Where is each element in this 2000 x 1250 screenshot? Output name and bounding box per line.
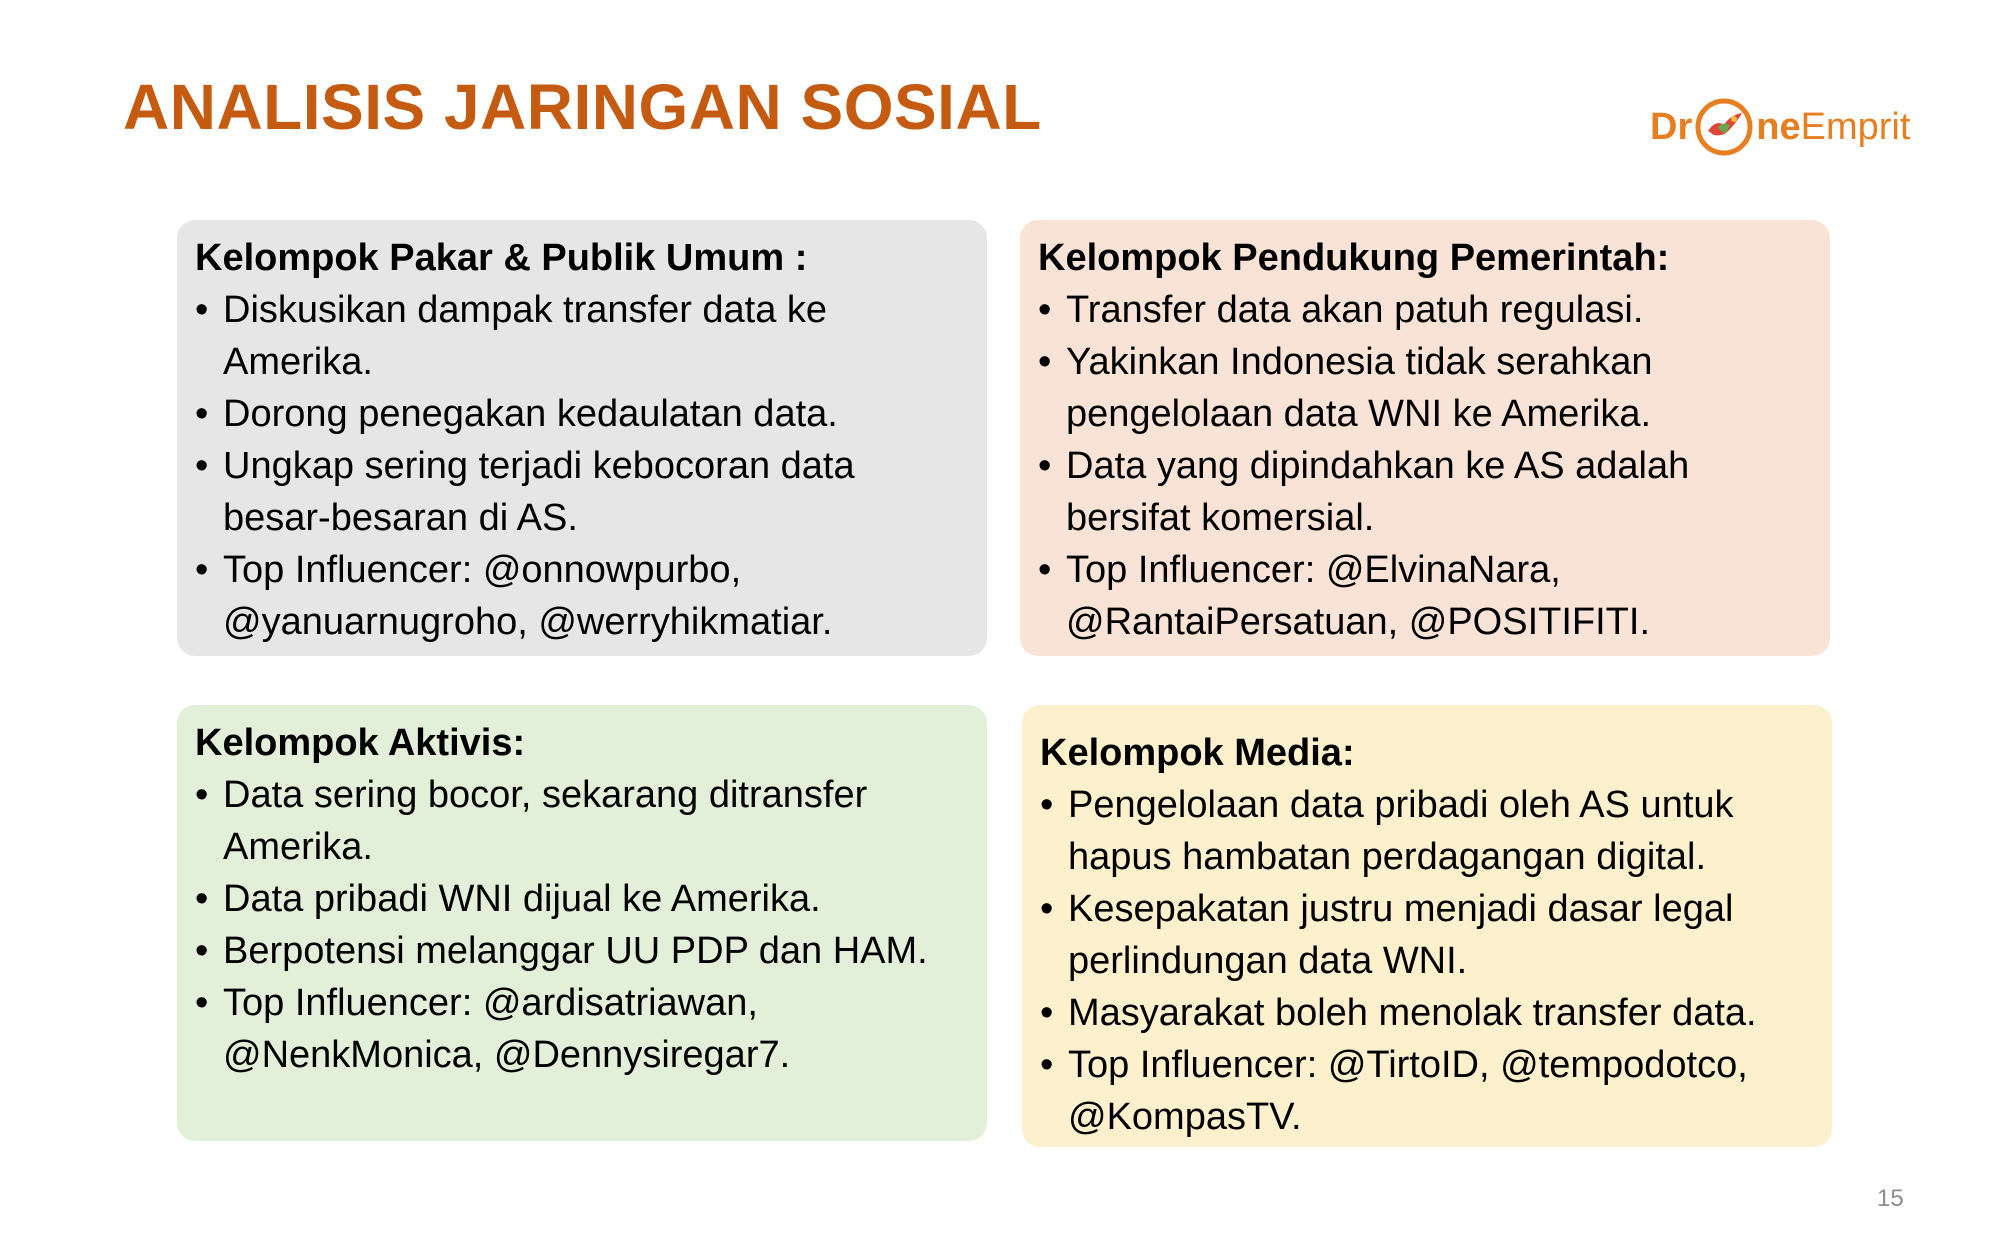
list-item-text: Data sering bocor, sekarang ditransfer Amerika. <box>223 774 868 868</box>
list-item <box>1040 883 1814 987</box>
bullet-icon: • <box>195 930 209 972</box>
list-item <box>1038 284 1812 336</box>
drone-emprit-logo <box>1650 92 1910 162</box>
list-item <box>195 977 969 1081</box>
card-heading: Kelompok Media: <box>1040 732 1355 774</box>
list-item-text: Pengelolaan data pribadi oleh AS untuk hapus hambatan perdagangan digital. <box>1068 784 1734 878</box>
bullet-icon: • <box>195 774 209 816</box>
list-item <box>1040 779 1814 883</box>
page-number: 15 <box>1877 1185 1904 1212</box>
card-pakar-publik <box>177 220 987 656</box>
list-item <box>1038 440 1812 544</box>
list-item <box>195 925 969 977</box>
list-item-text: Masyarakat boleh menolak transfer data. <box>1068 992 1757 1034</box>
bullet-icon: • <box>1038 289 1052 331</box>
bullet-icon: • <box>1040 992 1054 1034</box>
bullet-icon: • <box>195 549 209 591</box>
list-item <box>1040 987 1814 1039</box>
bullet-list <box>1040 779 1814 1143</box>
card-pendukung-pemerintah <box>1020 220 1830 656</box>
bullet-icon: • <box>1038 341 1052 383</box>
bullet-icon: • <box>1040 888 1054 930</box>
list-item <box>195 284 969 388</box>
list-item <box>1038 336 1812 440</box>
bullet-icon: • <box>195 982 209 1024</box>
bullet-icon: • <box>195 445 209 487</box>
list-item <box>195 440 969 544</box>
list-item <box>195 388 969 440</box>
list-item-text: Transfer data akan patuh regulasi. <box>1066 289 1644 331</box>
logo-text-part2: ne <box>1756 105 1801 148</box>
bullet-list <box>1038 284 1812 648</box>
list-item-text: Data pribadi WNI dijual ke Amerika. <box>223 878 821 920</box>
list-item <box>1040 1039 1814 1143</box>
card-media <box>1022 705 1832 1147</box>
list-item-text: Berpotensi melanggar UU PDP dan HAM. <box>223 930 928 972</box>
list-item <box>1038 544 1812 648</box>
card-heading: Kelompok Aktivis: <box>195 722 526 764</box>
bullet-icon: • <box>1038 549 1052 591</box>
bullet-list <box>195 284 969 648</box>
bullet-icon: • <box>195 289 209 331</box>
card-heading: Kelompok Pendukung Pemerintah: <box>1038 237 1670 279</box>
bullet-icon: • <box>1040 1044 1054 1086</box>
list-item-text: Top Influencer: @onnowpurbo, @yanuarnugroho, @werryhikmatiar. <box>223 549 833 643</box>
bullet-list <box>195 769 969 1081</box>
list-item-text: Top Influencer: @TirtoID, @tempodotco, @KompasTV. <box>1068 1044 1748 1138</box>
bird-in-circle-icon <box>1694 97 1754 157</box>
bullet-icon: • <box>1040 784 1054 826</box>
list-item-text: Diskusikan dampak transfer data ke Amerika. <box>223 289 828 383</box>
logo-text-part1: Dr <box>1650 105 1693 148</box>
list-item-text: Kesepakatan justru menjadi dasar legal perlindungan data WNI. <box>1068 888 1734 982</box>
logo-text-part3: Emprit <box>1800 105 1911 148</box>
list-item-text: Top Influencer: @ardisatriawan, @NenkMonica, @Dennysiregar7. <box>223 982 791 1076</box>
card-heading: Kelompok Pakar & Publik Umum : <box>195 237 808 279</box>
bullet-icon: • <box>1038 445 1052 487</box>
list-item <box>195 769 969 873</box>
list-item-text: Top Influencer: @ElvinaNara, @RantaiPersatuan, @POSITIFITI. <box>1066 549 1651 643</box>
list-item-text: Ungkap sering terjadi kebocoran data besar-besaran di AS. <box>223 445 855 539</box>
list-item-text: Yakinkan Indonesia tidak serahkan pengelolaan data WNI ke Amerika. <box>1066 341 1653 435</box>
bullet-icon: • <box>195 393 209 435</box>
list-item-text: Dorong penegakan kedaulatan data. <box>223 393 838 435</box>
list-item-text: Data yang dipindahkan ke AS adalah bersifat komersial. <box>1066 445 1690 539</box>
slide-title: ANALISIS JARINGAN SOSIAL <box>123 71 1042 143</box>
bullet-icon: • <box>195 878 209 920</box>
list-item <box>195 873 969 925</box>
list-item <box>195 544 969 648</box>
card-aktivis <box>177 705 987 1141</box>
